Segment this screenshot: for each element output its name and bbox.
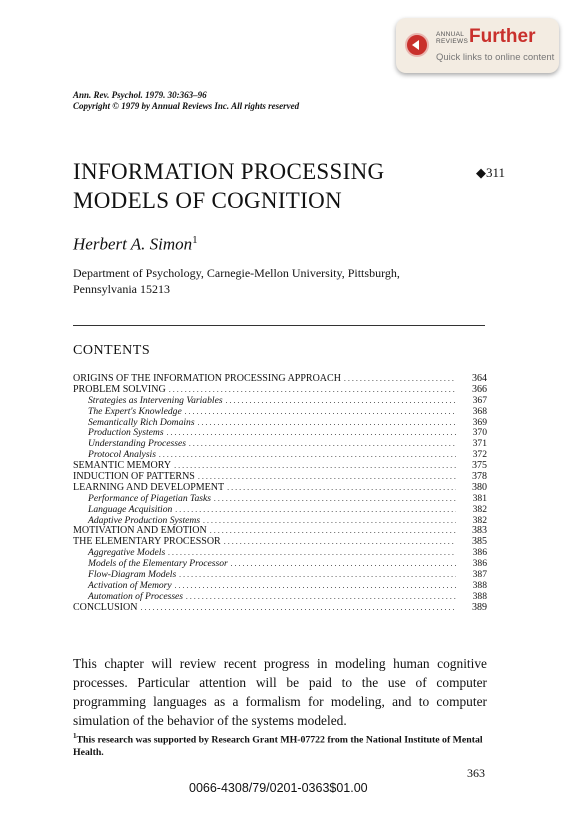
article-title: INFORMATION PROCESSING MODELS OF COGNITION: [73, 159, 385, 213]
toc-entry-page: 380: [472, 481, 487, 493]
toc-leader-dots: [189, 439, 456, 450]
footnote-mark: 1: [73, 732, 77, 740]
copyright-line: Copyright © 1979 by Annual Reviews Inc. All rights reserved: [73, 101, 300, 111]
toc-entry-page: 366: [472, 383, 487, 395]
toc-leader-dots: [174, 461, 456, 472]
toc-entry-label: ORIGINS OF THE INFORMATION PROCESSING APPROACH: [73, 373, 341, 384]
toc-entry-label: MOTIVATION AND EMOTION: [73, 525, 207, 537]
toc-leader-dots: [175, 505, 456, 516]
toc-entry-page: 385: [472, 536, 487, 548]
toc-entry-label: CONCLUSION: [73, 601, 138, 613]
toc-entry-label: The Expert's Knowledge: [88, 405, 182, 417]
toc-entry-label: Semantically Rich Domains: [88, 416, 195, 428]
toc-leader-dots: [231, 559, 456, 570]
toc-leader-dots: [140, 603, 456, 614]
toc-entry-label: SEMANTIC MEMORY: [73, 460, 172, 472]
toc-entry-page: 370: [472, 427, 487, 439]
intro-paragraph: This chapter will review recent progress in modeling human cognitive processes. Particular attention will be paid to the use of computer programming languages as a formalism for modeling, and to computer simulation of the behavior of the systems modeled.: [73, 656, 487, 728]
toc-entry-label: Strategies as Intervening Variables: [88, 394, 223, 406]
further-label: Further: [469, 26, 536, 47]
toc-entry-page: 387: [472, 569, 487, 581]
toc-entry-page: 367: [472, 394, 487, 406]
toc-leader-dots: [210, 526, 456, 537]
toc-entry-label: Production Systems: [88, 427, 164, 439]
toc-leader-dots: [159, 450, 456, 461]
toc-entry-label: Performance of Piagetian Tasks: [88, 492, 212, 504]
toc-entry-page: 382: [472, 514, 487, 526]
toc-entry-page: 368: [472, 405, 487, 417]
quick-links-label: Quick links to online content: [436, 52, 555, 63]
toc-leader-dots: [203, 516, 456, 527]
toc-entry-page: 382: [472, 503, 487, 515]
toc-entry-label: Aggregative Models: [88, 547, 166, 559]
toc-entry-page: 372: [472, 449, 487, 461]
toc-entry[interactable]: [73, 407, 487, 418]
contents-heading: CONTENTS: [73, 343, 151, 358]
author-footnote-mark: 1: [192, 234, 198, 246]
page-number: 363: [467, 766, 485, 780]
toc-leader-dots: [198, 418, 456, 429]
author-name: Herbert A. Simon$^1$: [73, 234, 198, 254]
toc-entry-page: 364: [472, 373, 487, 384]
toc-entry-label: Understanding Processes: [88, 438, 186, 450]
toc-entry[interactable]: [73, 505, 487, 516]
toc-leader-dots: [175, 581, 456, 592]
toc-leader-dots: [198, 472, 456, 483]
toc-leader-dots: [186, 592, 456, 603]
affiliation: Department of Psychology, Carnegie-Mellon University, Pittsburgh, Pennsylvania 15213: [73, 266, 400, 296]
toc-entry-page: 369: [472, 416, 487, 428]
toc-entry-label: Language Acquisition: [88, 503, 173, 515]
further-badge[interactable]: [396, 18, 559, 73]
page-reference: ◆311: [476, 165, 506, 180]
annual-reviews-label: ANNUAL REVIEWS: [436, 31, 469, 45]
toc-entry-page: 371: [472, 438, 487, 450]
toc-leader-dots: [214, 494, 456, 505]
toc-entry-label: Adaptive Production Systems: [88, 514, 201, 526]
toc-entry-label: Flow-Diagram Models: [88, 569, 177, 581]
toc-entry-page: 386: [472, 558, 487, 570]
back-arrow-icon: [405, 33, 429, 57]
toc-leader-dots: [226, 396, 456, 407]
toc-entry-page: 389: [472, 601, 487, 613]
toc-entry-page: 388: [472, 579, 487, 591]
table-of-contents: [73, 374, 487, 614]
footnote: [73, 730, 487, 759]
toc-entry-label: PROBLEM SOLVING: [73, 383, 166, 395]
toc-entry[interactable]: [73, 603, 487, 614]
toc-entry-page: 378: [472, 471, 487, 483]
toc-entry-label: Automation of Processes: [88, 590, 184, 602]
toc-entry-label: Models of the Elementary Processor: [88, 558, 228, 570]
footnote-text: This research was supported by Research Grant MH-07722 from the National Institute of Mental Health.: [73, 734, 483, 759]
toc-leader-dots: [185, 407, 456, 418]
toc-leader-dots: [224, 537, 456, 548]
toc-leader-dots: [179, 570, 456, 581]
toc-leader-dots: [167, 428, 456, 439]
toc-entry-page: 386: [472, 547, 487, 559]
toc-entry-label: Activation of Memory: [88, 579, 172, 591]
toc-entry-label: LEARNING AND DEVELOPMENT: [73, 481, 225, 493]
divider: [73, 325, 485, 326]
toc-leader-dots: [227, 483, 456, 494]
citation-line: Ann. Rev. Psychol. 1979. 30:363–96: [73, 90, 207, 100]
toc-entry-label: INDUCTION OF PATTERNS: [73, 471, 195, 483]
toc-entry-label: Protocol Analysis: [88, 449, 156, 461]
toc-entry-page: 383: [472, 525, 487, 537]
toc-entry-page: 381: [472, 492, 487, 504]
toc-leader-dots: [344, 374, 456, 385]
article-code: 0066-4308/79/0201-0363$01.00: [189, 781, 368, 795]
toc-entry-label: THE ELEMENTARY PROCESSOR: [73, 536, 221, 548]
toc-entry-page: 388: [472, 590, 487, 602]
journal-citation: [73, 90, 299, 112]
toc-entry-page: 375: [472, 460, 487, 472]
